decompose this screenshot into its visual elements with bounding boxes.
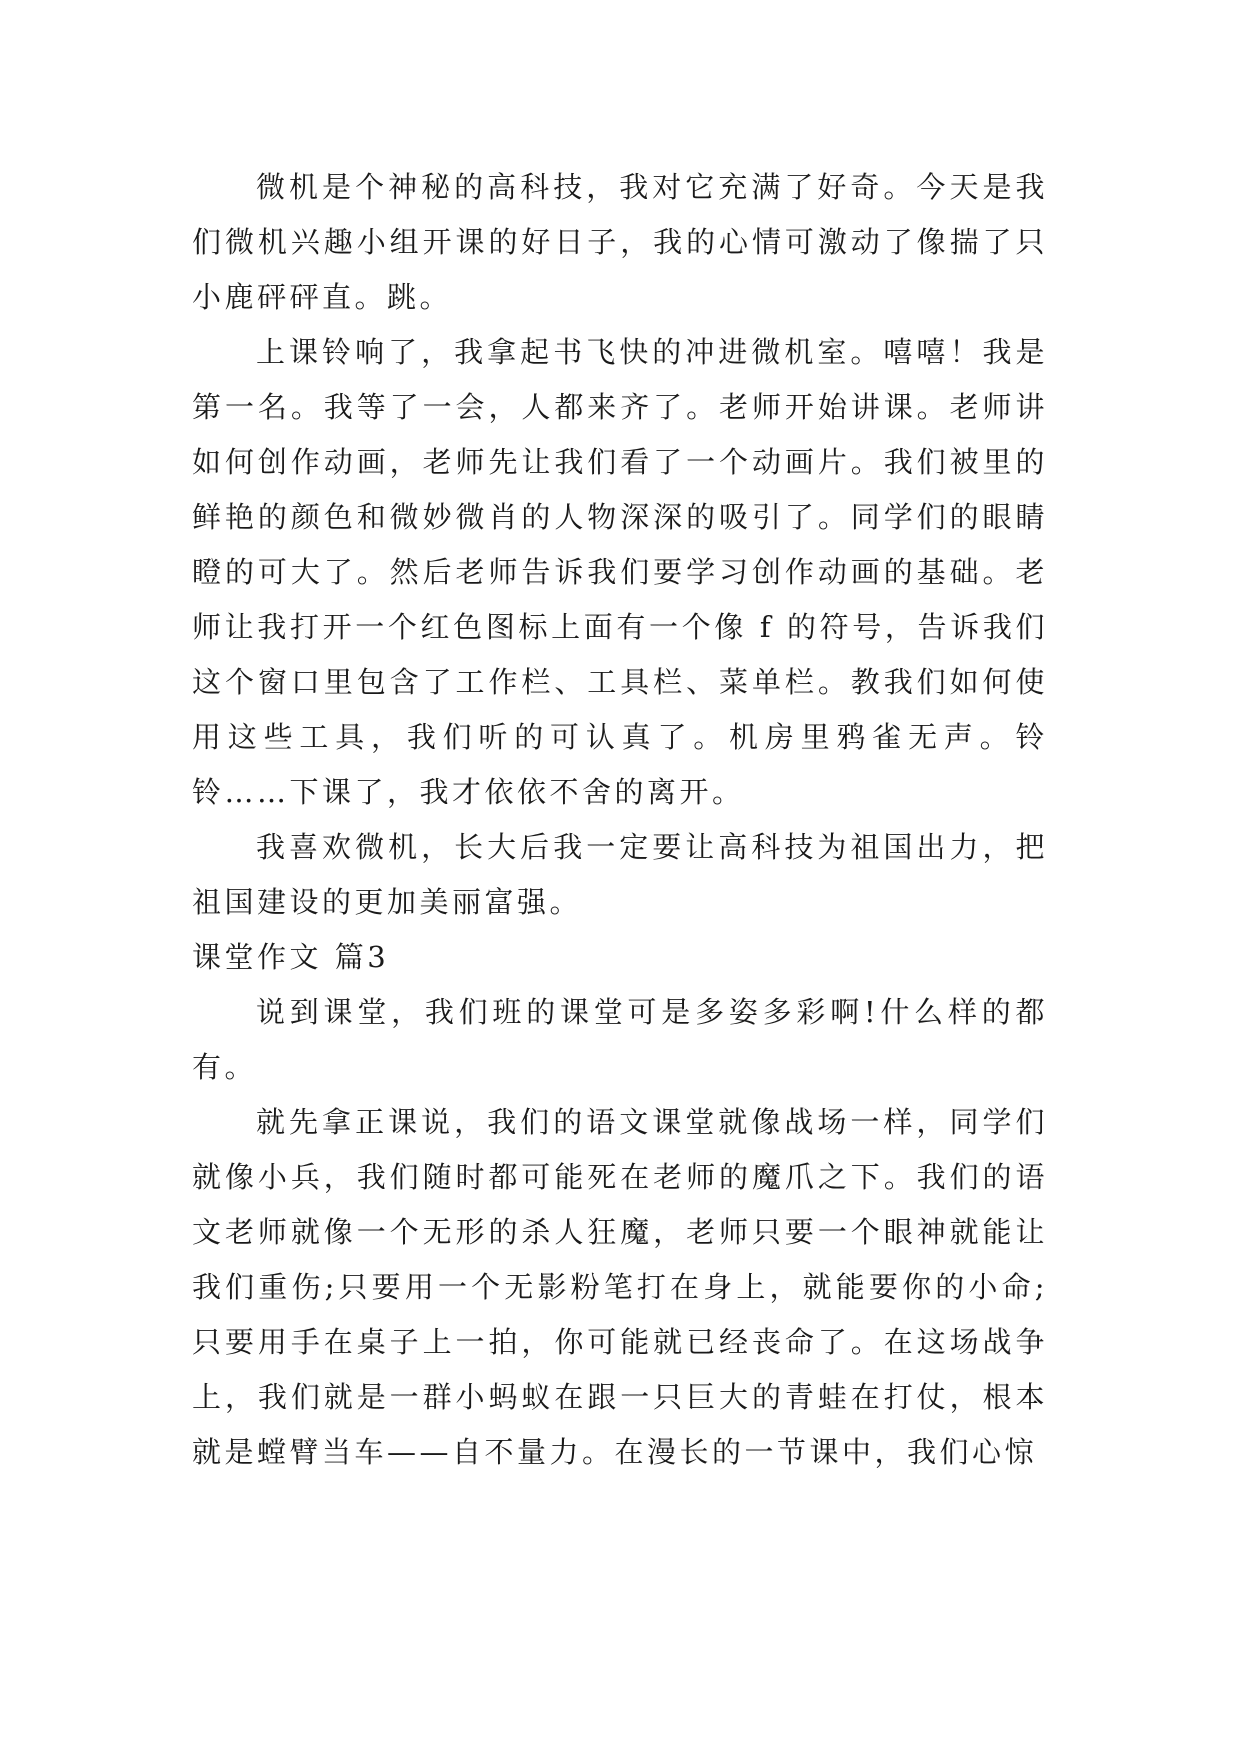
paragraph: 说到课堂，我们班的课堂可是多姿多彩啊!什么样的都有。 <box>192 995 1048 1084</box>
paragraph: 我喜欢微机，长大后我一定要让高科技为祖国出力，把祖国建设的更加美丽富强。 <box>192 830 1048 919</box>
paragraph: 上课铃响了，我拿起书飞快的冲进微机室。嘻嘻！我是第一名。我等了一会，人都来齐了。老师开始讲课。老师讲如何创作动画，老师先让我们看了一个动画片。我们被里的鲜艳的颜色和微妙微肖的人物深深的吸引了。同学们的眼睛瞪的可大了。然后老师告诉我们要学习创作动画的基础。老师让我打开一个红色图标上面有一个像 f 的符号，告诉我们这个窗口里包含了工作栏、工具栏、菜单栏。教我们如何使用这些工具，我们听的可认真了。机房里鸦雀无声。铃铃……下课了，我才依依不舍的离开。 <box>192 335 1048 809</box>
paragraph: 就先拿正课说，我们的语文课堂就像战场一样，同学们就像小兵，我们随时都可能死在老师的魔爪之下。我们的语文老师就像一个无形的杀人狂魔，老师只要一个眼神就能让我们重伤;只要用一个无影粉笔打在身上，就能要你的小命;只要用手在桌子上一拍，你可能就已经丧命了。在这场战争上，我们就是一群小蚂蚁在跟一只巨大的青蛙在打仗，根本就是螳臂当车——自不量力。在漫长的一节课中，我们心惊 <box>192 1105 1048 1469</box>
section-heading: 课堂作文 篇3 <box>192 940 390 974</box>
paragraph: 微机是个神秘的高科技，我对它充满了好奇。今天是我们微机兴趣小组开课的好日子，我的心情可激动了像揣了只小鹿砰砰直。跳。 <box>192 170 1048 314</box>
document-body <box>192 160 1048 1480</box>
